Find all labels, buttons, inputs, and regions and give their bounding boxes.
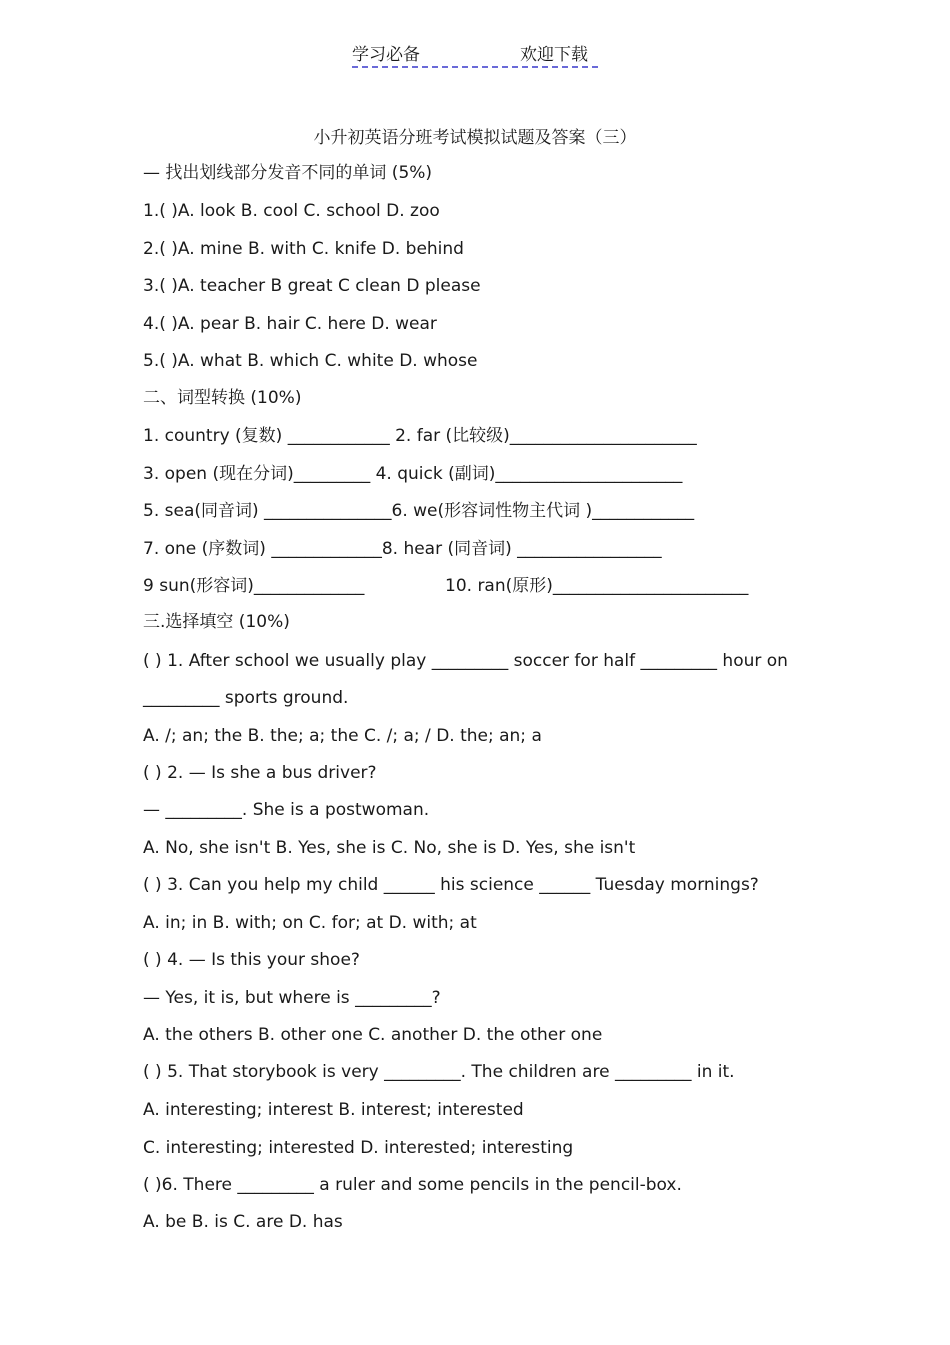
answer-options: A. No, she isn't B. Yes, she is C. No, she is D. Yes, she isn't (143, 838, 636, 858)
question-line: ( ) 4. — Is this your shoe? (143, 950, 360, 970)
question-line: ( )6. There _________ a ruler and some pencils in the pencil-box. (143, 1175, 682, 1195)
header-right-text: 欢迎下载 (520, 45, 588, 65)
answer-options: A. be B. is C. are D. has (143, 1212, 343, 1232)
answer-options: A. in; in B. with; on C. for; at D. with; at (143, 913, 477, 933)
answer-options: C. interesting; interested D. interested; interesting (143, 1138, 574, 1158)
question-line: _________ sports ground. (143, 688, 349, 708)
question-line: ( ) 1. After school we usually play _________ soccer for half _________ hour on (143, 651, 788, 671)
section-3-heading: 三.选择填空 (10%) (143, 612, 290, 632)
header-left-text: 学习必备 (352, 45, 420, 65)
question-line: ( ) 2. — Is she a bus driver? (143, 763, 377, 783)
question-line: 1.( )A. look B. cool C. school D. zoo (143, 201, 440, 221)
section-1-heading: — 找出划线部分发音不同的单词 (5%) (143, 163, 433, 183)
answer-options: A. /; an; the B. the; a; the C. /; a; / D. the; an; a (143, 726, 542, 746)
question-10-text: 10. ran(原形)_______________________ (445, 576, 749, 596)
question-line: 7. one (序数词) _____________8. hear (同音词) _________________ (143, 539, 662, 559)
question-line: 5.( )A. what B. which C. white D. whose (143, 351, 478, 371)
question-line: ( ) 5. That storybook is very _________. The children are _________ in it. (143, 1062, 735, 1082)
page-header (352, 40, 598, 68)
question-line: ( ) 3. Can you help my child ______ his science ______ Tuesday mornings? (143, 875, 759, 895)
question-line: 1. country (复数) ____________ 2. far (比较级)______________________ (143, 426, 697, 446)
answer-options: A. the others B. other one C. another D. the other one (143, 1025, 603, 1045)
question-9-text: 9 sun(形容词)_____________ (143, 576, 365, 596)
question-line: — _________. She is a postwoman. (143, 800, 430, 820)
document-title: 小升初英语分班考试模拟试题及答案（三） (313, 128, 637, 148)
answer-options: A. interesting; interest B. interest; interested (143, 1100, 524, 1120)
question-line: 2.( )A. mine B. with C. knife D. behind (143, 239, 464, 259)
question-line: 3. open (现在分词)_________ 4. quick (副词)______________________ (143, 464, 683, 484)
question-line: 4.( )A. pear B. hair C. here D. wear (143, 314, 437, 334)
question-line: — Yes, it is, but where is _________? (143, 988, 441, 1008)
question-line: 5. sea(同音词) _______________6. we(形容词性物主代词 )____________ (143, 501, 695, 521)
question-line: 3.( )A. teacher B great C clean D please (143, 276, 481, 296)
question-line (143, 575, 749, 597)
section-2-heading: 二、词型转换 (10%) (143, 388, 302, 408)
